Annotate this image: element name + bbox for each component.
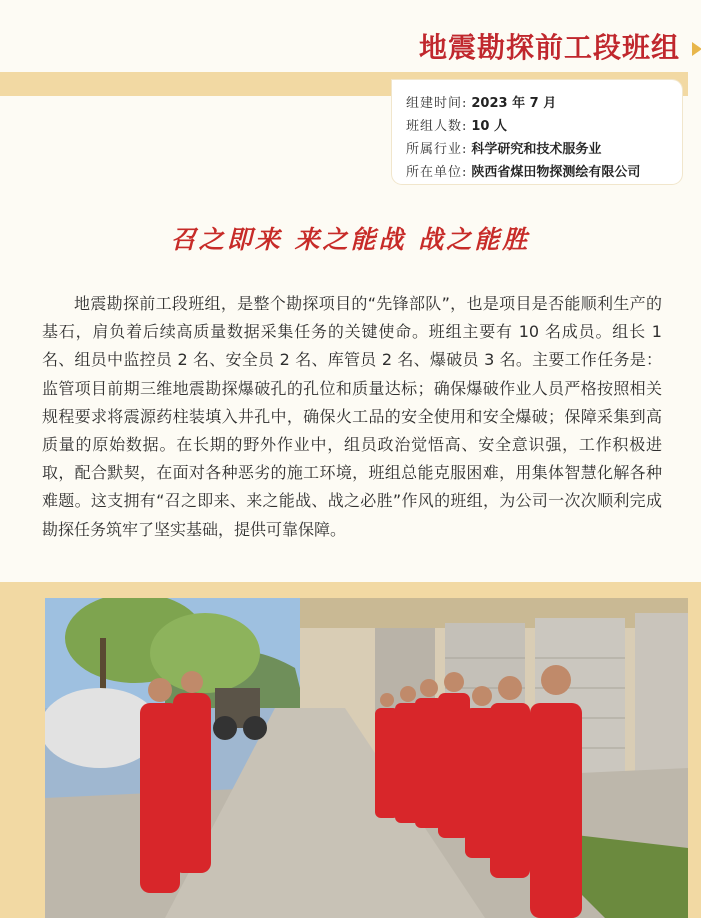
team-photo-illustration: [45, 598, 688, 918]
title-marker: [692, 42, 701, 56]
body-paragraph: 地震勘探前工段班组，是整个勘探项目的“先锋部队”，也是项目是否能顺利生产的基石，肩负着后续高质量数据采集任务的关键使命。班组主要有 10 名成员。组长 1 名、组员中监控员 2 名、安全员 2 名、库管员 2 名、爆破员 3 名。主要工作任务是：监管项目前期三维地震勘探爆破孔的孔位和质量达标；确保爆破作业人员严格按照相关规程要求将震源药柱装填入井孔中，确保火工品的安全使用和安全爆破；保障采集到高质量的原始数据。在长期的野外作业中，组员政治觉悟高、安全意识强，工作积极进取，配合默契，在面对各种恶劣的施工环境，班组总能克服困难，用集体智慧化解各种难题。这支拥有“召之即来、来之能战、战之必胜”作风的班组，为公司一次次顺利完成勘探任务筑牢了坚实基础，提供可靠保障。: [42, 294, 662, 539]
info-card: [392, 80, 682, 184]
info-label: 所在单位:: [406, 165, 468, 180]
info-row-industry: [406, 138, 601, 157]
info-row-members: [406, 115, 507, 134]
info-label: 组建时间:: [406, 96, 468, 111]
team-photo: [45, 598, 688, 918]
page-title: 地震勘探前工段班组: [418, 31, 680, 64]
info-value: 科学研究和技术服务业: [471, 142, 602, 157]
title-box: [392, 22, 692, 76]
info-value: 10 人: [471, 119, 508, 134]
info-label: 所属行业:: [406, 142, 468, 157]
info-value: 2023 年 7 月: [471, 96, 557, 111]
info-label: 班组人数:: [406, 119, 468, 134]
info-row-founded: [406, 92, 556, 111]
info-value: 陕西省煤田物探测绘有限公司: [471, 165, 641, 180]
info-row-unit: [406, 161, 640, 180]
slogan: 召之即来 来之能战 战之能胜: [170, 225, 531, 254]
